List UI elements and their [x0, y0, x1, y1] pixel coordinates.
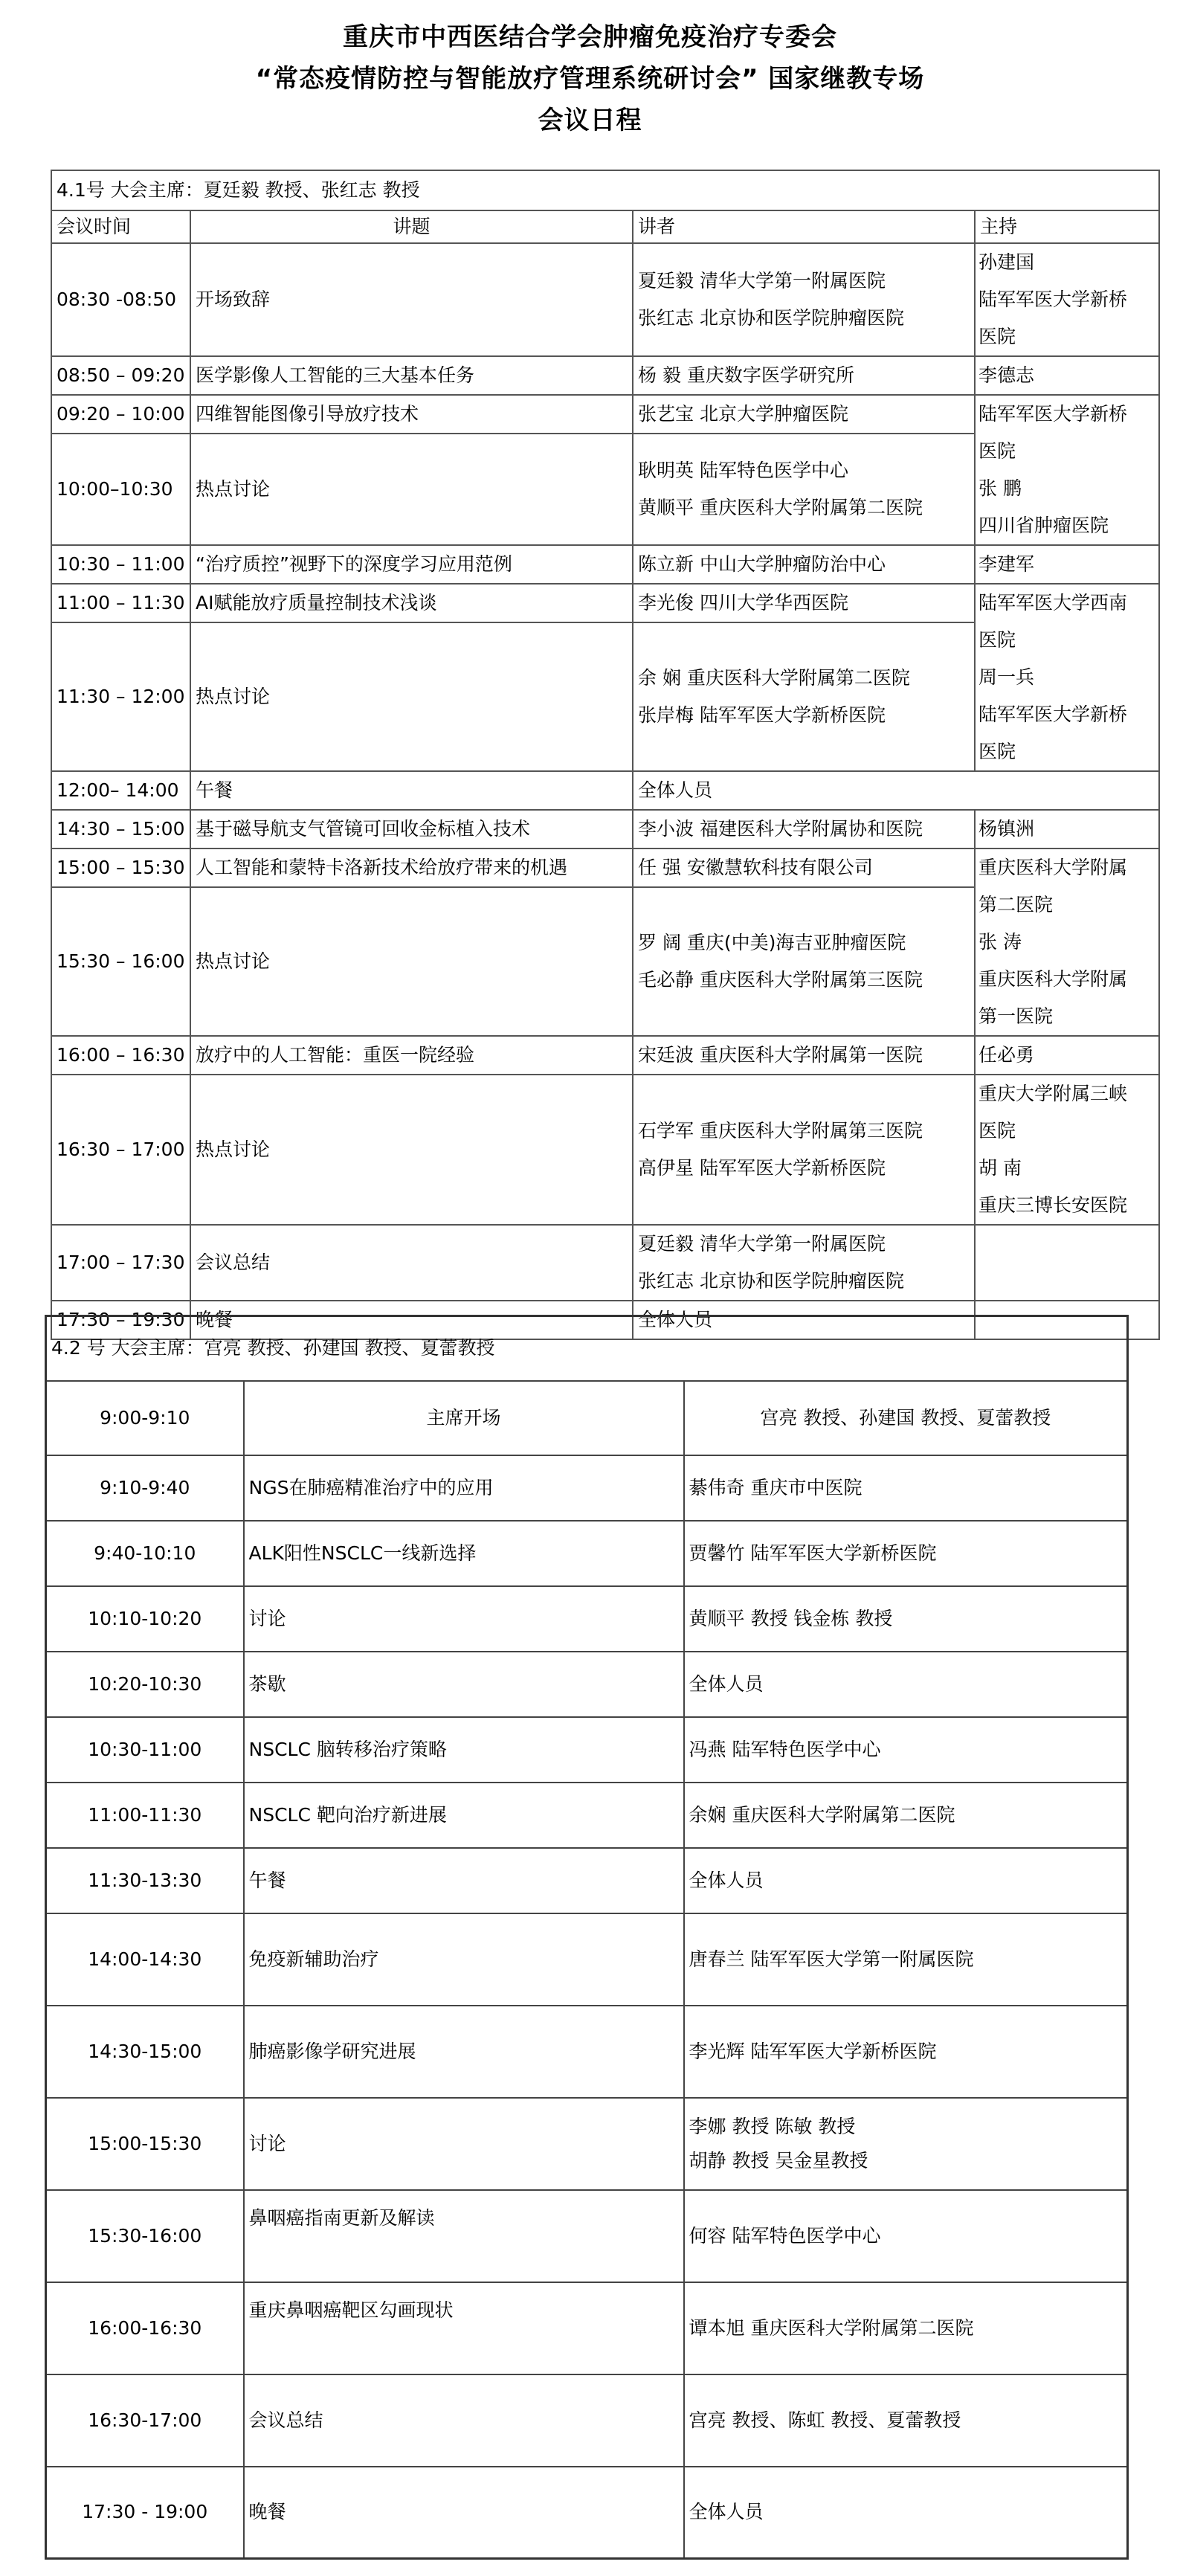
day1-schedule-table: [51, 170, 1160, 1340]
speaker: 全体人员: [638, 1309, 713, 1330]
speaker: 谭本旭 重庆医科大学附属第二医院: [689, 2316, 974, 2339]
table-row-speakers: [633, 545, 975, 584]
table-row-time: 17:30 - 19:00: [46, 2467, 244, 2559]
speaker: 綦伟奇 重庆市中医院: [689, 1476, 863, 1498]
table-row-time: 14:00-14:30: [46, 1913, 244, 2006]
speaker: 罗 阔 重庆(中美)海吉亚肿瘤医院: [638, 932, 906, 953]
speaker: 夏廷毅 清华大学第一附属医院: [638, 1233, 886, 1255]
table-row-speakers: [684, 2282, 1128, 2374]
speaker: 张岸梅 陆军军医大学新桥医院: [638, 704, 886, 726]
table-row-time: 14:30 – 15:00: [51, 810, 190, 849]
host: 周一兵: [979, 666, 1035, 688]
table-row-speakers: [684, 2098, 1128, 2190]
speaker: 李娜 教授 陈敏 教授: [689, 2115, 856, 2137]
table-row-hosts: [975, 545, 1159, 584]
col-header-host: 主持: [975, 210, 1159, 243]
speaker: 全体人员: [689, 1869, 764, 1891]
host: 张 鹏: [979, 477, 1022, 499]
table-row-hosts: [975, 395, 1159, 545]
speaker: 宫亮 教授、孙建国 教授、夏蕾教授: [760, 1406, 1051, 1429]
speaker: 杨 毅 重庆数字医学研究所: [638, 364, 854, 386]
table-row-topic: 人工智能和蒙特卡洛新技术给放疗带来的机遇: [190, 849, 633, 887]
table-row-topic: 午餐: [244, 1848, 684, 1913]
host: 医院: [979, 629, 1016, 651]
table-row-speakers: [684, 1521, 1128, 1586]
table-row-time: 09:20 – 10:00: [51, 395, 190, 434]
title-line-2: “常态疫情防控与智能放疗管理系统研讨会” 国家继教专场: [255, 64, 925, 94]
host: 孙建国: [979, 251, 1035, 273]
speaker: 宋廷波 重庆医科大学附属第一医院: [638, 1044, 923, 1066]
host: 陆军军医大学西南: [979, 592, 1128, 614]
speaker: 夏廷毅 清华大学第一附属医院: [638, 270, 886, 292]
table-row-speakers: [633, 849, 975, 887]
table-row-hosts: [975, 1225, 1159, 1301]
table-row-time: 15:00 – 15:30: [51, 849, 190, 887]
table-row-speakers: [633, 243, 975, 356]
host: 陆军军医大学新桥: [979, 403, 1128, 425]
table-row-topic: 讨论: [244, 2098, 684, 2190]
speaker: 贾馨竹 陆军军医大学新桥医院: [689, 1542, 937, 1564]
table-row-topic: 肺癌影像学研究进展: [244, 2006, 684, 2098]
table-row-speakers: [633, 356, 975, 395]
speaker: 耿明英 陆军特色医学中心: [638, 460, 848, 481]
table-row-speakers: [633, 1075, 975, 1225]
table-row-hosts: [975, 584, 1159, 771]
speaker: 宫亮 教授、陈虹 教授、夏蕾教授: [689, 2409, 961, 2431]
host: 医院: [979, 326, 1016, 347]
table-row-hosts: [975, 243, 1159, 356]
table-row-time: 15:30-16:00: [46, 2190, 244, 2282]
table-row-speakers: [633, 810, 975, 849]
table-row-topic: ALK阳性NSCLC一线新选择: [244, 1521, 684, 1586]
speaker: 余 娴 重庆医科大学附属第二医院: [638, 667, 910, 689]
table-row-time: 12:00– 14:00: [51, 771, 190, 810]
speaker: 高伊星 陆军军医大学新桥医院: [638, 1157, 886, 1179]
table-row-speakers: [684, 1913, 1128, 2006]
speaker: 李光辉 陆军军医大学新桥医院: [689, 2040, 937, 2062]
speaker: 李小波 福建医科大学附属协和医院: [638, 818, 923, 840]
table-row-time: 08:30 -08:50: [51, 243, 190, 356]
table-row-time: 16:00 – 16:30: [51, 1036, 190, 1075]
speaker: 张红志 北京协和医学院肿瘤医院: [638, 1270, 904, 1292]
title-line-3: 会议日程: [538, 106, 642, 135]
table-row-topic: 放疗中的人工智能：重医一院经验: [190, 1036, 633, 1075]
table-row-time: 9:00-9:10: [46, 1381, 244, 1455]
col-header-topic: 讲题: [190, 210, 633, 243]
table-row-topic: 茶歇: [244, 1652, 684, 1717]
table-row-topic: 开场致辞: [190, 243, 633, 356]
speaker: 全体人员: [689, 2501, 764, 2523]
table-row-topic: 主席开场: [244, 1381, 684, 1455]
speaker: 李光俊 四川大学华西医院: [638, 592, 848, 614]
table-row-time: 9:10-9:40: [46, 1455, 244, 1521]
host: 胡 南: [979, 1157, 1022, 1179]
table-row-time: 11:30 – 12:00: [51, 622, 190, 771]
table-row-topic: 会议总结: [190, 1225, 633, 1301]
table-row-topic: “治疗质控”视野下的深度学习应用范例: [190, 545, 633, 584]
day1-banner: 4.1号 大会主席：夏廷毅 教授、张红志 教授: [51, 170, 1159, 210]
speaker: 陈立新 中山大学肿瘤防治中心: [638, 553, 886, 575]
table-row-time: 11:00-11:30: [46, 1783, 244, 1848]
table-row-time: 15:30 – 16:00: [51, 887, 190, 1036]
host: 第一医院: [979, 1005, 1054, 1027]
table-row-time: 16:00-16:30: [46, 2282, 244, 2374]
table-row-time: 11:00 – 11:30: [51, 584, 190, 622]
host: 李建军: [979, 553, 1035, 575]
host: 张 涛: [979, 931, 1022, 953]
table-row-topic: 午餐: [190, 771, 633, 810]
speaker: 石学军 重庆医科大学附属第三医院: [638, 1120, 923, 1142]
table-row-speakers: [633, 887, 975, 1036]
speaker: 张艺宝 北京大学肿瘤医院: [638, 403, 848, 425]
table-row-speakers: [684, 1848, 1128, 1913]
table-row-hosts: [975, 356, 1159, 395]
table-row-time: 10:20-10:30: [46, 1652, 244, 1717]
host: 任必勇: [979, 1044, 1035, 1066]
document-header: [0, 16, 1180, 141]
host: 重庆大学附属三峡: [979, 1083, 1128, 1104]
host: 重庆医科大学附属: [979, 968, 1128, 990]
table-row-topic: NSCLC 脑转移治疗策略: [244, 1717, 684, 1783]
host: 杨镇洲: [979, 818, 1035, 840]
table-row-topic: NSCLC 靶向治疗新进展: [244, 1783, 684, 1848]
table-row-speakers: [684, 1455, 1128, 1521]
speaker: 冯燕 陆军特色医学中心: [689, 1738, 881, 1760]
table-row-speakers: [633, 1036, 975, 1075]
table-row-topic: 讨论: [244, 1586, 684, 1652]
speaker: 唐春兰 陆军军医大学第一附属医院: [689, 1948, 974, 1970]
table-row-time: 14:30-15:00: [46, 2006, 244, 2098]
day2-schedule-table: [45, 1315, 1129, 2560]
table-row-topic: 基于磁导航支气管镜可回收金标植入技术: [190, 810, 633, 849]
table-row-speakers: [633, 395, 975, 434]
table-row-topic: 热点讨论: [190, 622, 633, 771]
table-row-hosts: [975, 1036, 1159, 1075]
table-row-topic: 免疫新辅助治疗: [244, 1913, 684, 2006]
table-row-time: 17:00 – 17:30: [51, 1225, 190, 1301]
table-row-time: 16:30-17:00: [46, 2374, 244, 2467]
speaker: 全体人员: [638, 779, 713, 801]
table-row-speakers: [633, 584, 975, 622]
host: 陆军军医大学新桥: [979, 703, 1128, 725]
table-row-topic: 晚餐: [190, 1301, 633, 1339]
table-row-topic: 热点讨论: [190, 434, 633, 545]
table-row-topic: 会议总结: [244, 2374, 684, 2467]
host: 医院: [979, 440, 1016, 462]
table-row-speakers: [633, 1225, 975, 1301]
table-row-topic: 重庆鼻咽癌靶区勾画现状: [244, 2282, 684, 2374]
host: 李德志: [979, 364, 1035, 386]
host: 重庆三博长安医院: [979, 1194, 1128, 1216]
table-row-speakers: [684, 1381, 1128, 1455]
table-row-topic: 热点讨论: [190, 1075, 633, 1225]
table-row-topic: 医学影像人工智能的三大基本任务: [190, 356, 633, 395]
speaker: 黄顺平 教授 钱金栋 教授: [689, 1607, 893, 1629]
host: 重庆医科大学附属: [979, 857, 1128, 878]
table-row-speakers: [633, 622, 975, 771]
table-row-time: 10:00–10:30: [51, 434, 190, 545]
table-row-time: 10:30-11:00: [46, 1717, 244, 1783]
speaker: 胡静 教授 吴金星教授: [689, 2149, 868, 2171]
table-row-time: 10:30 – 11:00: [51, 545, 190, 584]
table-row-speakers: [684, 2190, 1128, 2282]
table-row-topic: AI赋能放疗质量控制技术浅谈: [190, 584, 633, 622]
host: 第二医院: [979, 894, 1054, 915]
table-row-speakers: [684, 2374, 1128, 2467]
speaker: 黄顺平 重庆医科大学附属第二医院: [638, 497, 923, 518]
speaker: 余娴 重庆医科大学附属第二医院: [689, 1803, 955, 1826]
table-row-time: 15:00-15:30: [46, 2098, 244, 2190]
table-row-topic: 晚餐: [244, 2467, 684, 2559]
host: 医院: [979, 741, 1016, 762]
col-header-time: 会议时间: [51, 210, 190, 243]
table-row-time: 16:30 – 17:00: [51, 1075, 190, 1225]
table-row-speakers: [684, 1586, 1128, 1652]
host: 四川省肿瘤医院: [979, 515, 1109, 536]
table-row-topic: 鼻咽癌指南更新及解读: [244, 2190, 684, 2282]
speaker: 张红志 北京协和医学院肿瘤医院: [638, 307, 904, 329]
day2-banner: 4.2 号 大会主席：宫亮 教授、孙建国 教授、夏蕾教授: [46, 1316, 1128, 1381]
table-row-speakers: [633, 771, 1159, 810]
table-row-hosts: [975, 1075, 1159, 1225]
speaker: 毛必静 重庆医科大学附属第三医院: [638, 969, 923, 991]
host: 陆军军医大学新桥: [979, 289, 1128, 310]
table-row-speakers: [684, 1652, 1128, 1717]
speaker: 全体人员: [689, 1672, 764, 1695]
table-row-time: 08:50 – 09:20: [51, 356, 190, 395]
col-header-speaker: 讲者: [633, 210, 975, 243]
speaker: 任 强 安徽慧软科技有限公司: [638, 857, 873, 878]
table-row-speakers: [633, 434, 975, 545]
table-row-time: 11:30-13:30: [46, 1848, 244, 1913]
table-row-topic: 热点讨论: [190, 887, 633, 1036]
table-row-speakers: [684, 1717, 1128, 1783]
title-line-1: 重庆市中西医结合学会肿瘤免疫治疗专委会: [343, 22, 837, 52]
table-row-time: 10:10-10:20: [46, 1586, 244, 1652]
table-row-hosts: [975, 849, 1159, 1036]
host: 医院: [979, 1120, 1016, 1142]
table-row-time: 17:30 – 19:30: [51, 1301, 190, 1339]
table-row-speakers: [684, 2006, 1128, 2098]
table-row-speakers: [684, 1783, 1128, 1848]
table-row-time: 9:40-10:10: [46, 1521, 244, 1586]
table-row-speakers: [684, 2467, 1128, 2559]
table-row-topic: 四维智能图像引导放疗技术: [190, 395, 633, 434]
speaker: 何容 陆军特色医学中心: [689, 2224, 881, 2247]
table-row-topic: NGS在肺癌精准治疗中的应用: [244, 1455, 684, 1521]
table-row-hosts: [975, 810, 1159, 849]
